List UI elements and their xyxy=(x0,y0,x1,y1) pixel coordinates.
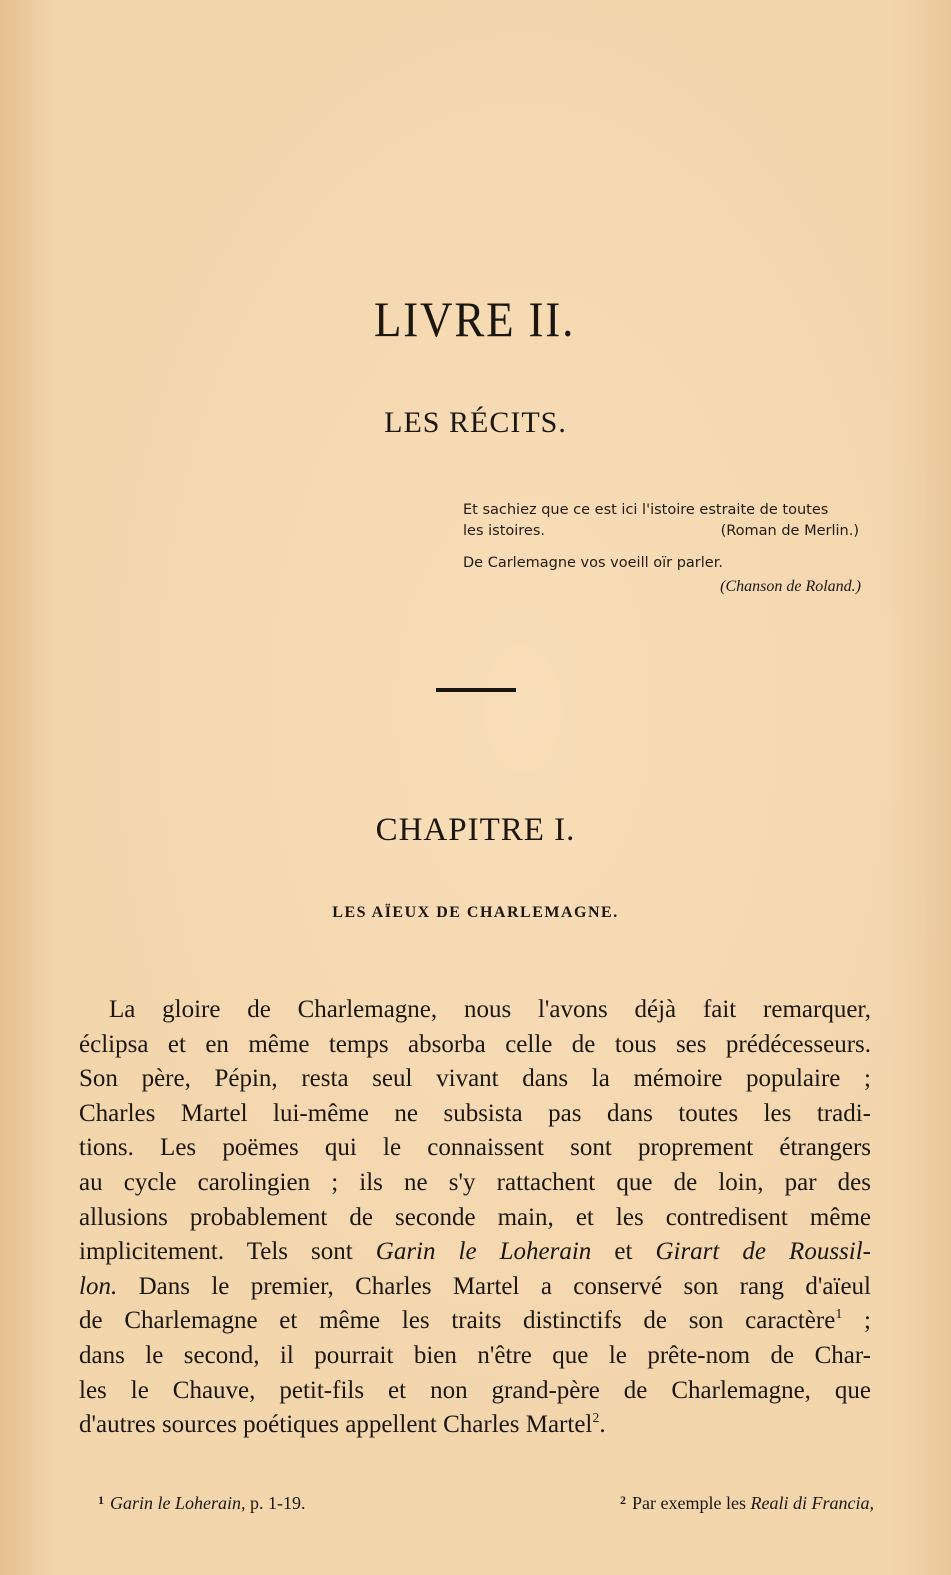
body-line xyxy=(79,1270,871,1305)
work-title-girart-end: lon. xyxy=(79,1272,118,1300)
footnote-2-mark: 2 xyxy=(620,1493,627,1507)
body-text-span: et xyxy=(591,1238,656,1266)
footnote-2-title: Reali di Francia, xyxy=(750,1493,874,1513)
body-line: au cycle carolingien ; ils ne s'y rattachent que de loin, par des xyxy=(79,1168,871,1196)
body-line: éclipsa et en même temps absorba celle de tous ses prédécesseurs. xyxy=(79,1030,871,1058)
footnote-2-text: Par exemple les xyxy=(632,1493,751,1513)
footnote-ref-1[interactable]: 1 xyxy=(835,1307,843,1323)
chapter-subtitle: LES AÏEUX DE CHARLEMAGNE. xyxy=(332,904,619,921)
chapter-title: CHAPITRE I. xyxy=(375,812,576,848)
footnote-1-mark: 1 xyxy=(98,1493,104,1507)
body-text-span: . xyxy=(599,1411,606,1439)
chapter-body-paragraph xyxy=(79,993,871,1443)
epigraph-roland-line: De Carlemagne vos voeill oïr parler. xyxy=(463,555,723,571)
epigraph-merlin-source: (Roman de Merlin.) xyxy=(720,523,859,539)
body-line: Son père, Pépin, resta seul vivant dans la mémoire populaire ; xyxy=(79,1065,871,1093)
body-line: allusions probablement de seconde main, et les contredisent même xyxy=(79,1203,871,1231)
book-part-subtitle: LES RÉCITS. xyxy=(384,406,567,439)
body-line: tions. Les poëmes qui le connaissent sont proprement étrangers xyxy=(79,1134,871,1162)
footnote-2 xyxy=(620,1488,874,1515)
body-line: dans le second, il pourrait bien n'être que le prête-nom de Char- xyxy=(79,1341,871,1369)
body-text-span: Dans le premier, Charles Martel a conservé son rang d'aïeul xyxy=(117,1272,871,1300)
footnote-1-title: Garin le Loherain, xyxy=(110,1493,246,1513)
body-text-span: implicitement. Tels sont xyxy=(79,1238,376,1266)
section-divider-rule xyxy=(436,688,516,692)
book-part-title: LIVRE II. xyxy=(373,291,576,347)
body-line: La gloire de Charlemagne, nous l'avons déjà fait remarquer, xyxy=(109,996,871,1023)
body-line xyxy=(79,1235,871,1270)
epigraph-roland-source: (Chanson de Roland.) xyxy=(720,578,861,595)
epigraph-merlin-line-2 xyxy=(463,521,873,542)
body-text-span: de Charlemagne et même les traits distinctifs de son caractère xyxy=(79,1307,836,1335)
work-title-girart: Girart de Roussil- xyxy=(655,1238,871,1266)
footnote-1-text: p. 1-19. xyxy=(245,1493,306,1513)
footnote-1 xyxy=(98,1488,306,1515)
epigraph-merlin-text: les istoires. xyxy=(463,523,546,539)
epigraph-merlin-line-1: Et sachiez que ce est ici l'istoire estraite de toutes xyxy=(463,502,829,518)
body-line xyxy=(79,1304,871,1339)
body-line xyxy=(79,1408,871,1443)
body-text-span: d'autres sources poétiques appellent Charles Martel xyxy=(79,1411,593,1439)
body-line: Charles Martel lui-même ne subsista pas dans toutes les tradi- xyxy=(79,1099,871,1127)
work-title-garin: Garin le Loherain xyxy=(375,1238,592,1266)
footnote-ref-2[interactable]: 2 xyxy=(592,1411,600,1427)
body-text-span: ; xyxy=(842,1307,871,1335)
body-line: les le Chauve, petit-fils et non grand-père de Charlemagne, que xyxy=(79,1376,871,1404)
